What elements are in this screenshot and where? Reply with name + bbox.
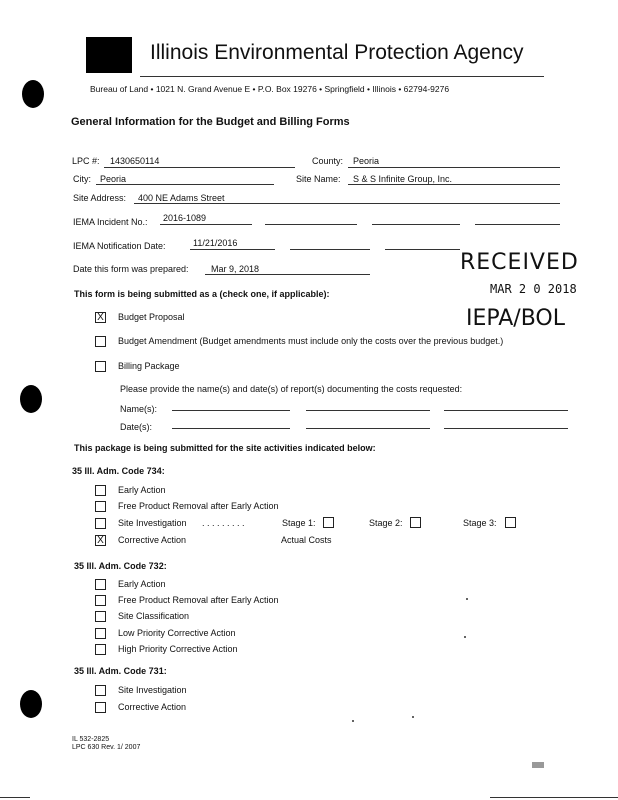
site-address-value[interactable]: 400 NE Adams Street [138,193,225,203]
site-name-underline [348,184,560,185]
report-prompt: Please provide the name(s) and date(s) of report(s) documenting the costs requested: [120,384,463,394]
prepared-date-label: Date this form was prepared: [73,264,189,274]
stage-3-checkbox[interactable] [505,517,516,528]
prepared-date-underline [205,274,370,275]
code732-site-classification-label: Site Classification [118,611,190,621]
code734-site-investigation-label: Site Investigation [118,518,187,528]
agency-name: Illinois Environmental Protection Agency [150,41,524,64]
form-title: General Information for the Budget and Billing Forms [71,116,350,128]
stage-3-label: Stage 3: [463,518,497,528]
iema-incident-underline [160,224,252,225]
site-name-label: Site Name: [296,174,341,184]
page-mark [532,762,544,768]
stage-1-label: Stage 1: [282,518,316,528]
code734-free-product-checkbox[interactable] [95,501,106,512]
lpc-label: LPC #: [72,156,100,166]
budget-proposal-label: Budget Proposal [118,312,185,322]
prepared-date-value[interactable]: Mar 9, 2018 [211,264,260,274]
site-address-label: Site Address: [73,193,127,203]
lpc-value[interactable]: 1430650114 [110,156,160,166]
billing-package-checkbox[interactable] [95,361,106,372]
submission-prompt: This form is being submitted as a (check one, if applicable): [74,289,330,299]
code-734-heading: 35 Ill. Adm. Code 734: [72,466,165,476]
header-rule [140,76,544,77]
code734-corrective-action-checkbox[interactable]: X [95,535,106,546]
billing-package-label: Billing Package [118,361,180,371]
scan-edge-right [490,797,618,798]
report-dates-label: Date(s): [120,422,153,432]
county-underline [348,167,560,168]
code732-site-classification-checkbox[interactable] [95,611,106,622]
city-value[interactable]: Peoria [100,174,127,184]
code732-low-priority-label: Low Priority Corrective Action [118,628,236,638]
report-dates-line-3[interactable] [444,428,568,429]
iema-notification-underline-3 [385,249,460,250]
code732-early-action-checkbox[interactable] [95,579,106,590]
code732-high-priority-checkbox[interactable] [95,644,106,655]
code731-site-investigation-label: Site Investigation [118,685,187,695]
code734-dot-leader: . . . . . . . . . [202,518,245,528]
city-underline [96,184,274,185]
site-address-underline [134,203,560,204]
code732-low-priority-checkbox[interactable] [95,628,106,639]
scan-speck [464,636,466,638]
stage-2-label: Stage 2: [369,518,403,528]
punch-hole-top [22,80,44,108]
stage-2-checkbox[interactable] [410,517,421,528]
code732-free-product-label: Free Product Removal after Early Action [118,595,279,605]
code731-corrective-action-label: Corrective Action [118,702,187,712]
budget-amendment-label: Budget Amendment (Budget amendments must include only the costs over the previous budget.) [118,336,504,346]
report-dates-line-2[interactable] [306,428,430,429]
iema-notification-underline-2 [290,249,370,250]
iema-incident-value[interactable]: 2016-1089 [163,213,207,223]
budget-proposal-checkbox[interactable]: X [95,312,106,323]
received-stamp: RECEIVED [460,250,579,275]
report-dates-line-1[interactable] [172,428,290,429]
report-names-line-1[interactable] [172,410,290,411]
code734-free-product-label: Free Product Removal after Early Action [118,501,279,511]
scan-speck [352,720,354,722]
code731-corrective-action-checkbox[interactable] [95,702,106,713]
report-names-label: Name(s): [120,404,158,414]
form-number: IL 532-2825 [72,736,110,743]
report-names-line-3[interactable] [444,410,568,411]
agency-logo [86,37,132,73]
code732-early-action-label: Early Action [118,579,166,589]
iema-notification-underline [190,249,275,250]
activities-prompt: This package is being submitted for the site activities indicated below: [74,443,376,453]
bureau-address: Bureau of Land • 1021 N. Grand Avenue E • P.O. Box 19276 • Springfield • Illinois • 62794-9276 [90,84,450,94]
received-stamp-date: MAR 2 0 2018 [490,282,577,296]
iema-incident-label: IEMA Incident No.: [73,217,148,227]
code734-site-investigation-checkbox[interactable] [95,518,106,529]
city-label: City: [73,174,91,184]
iema-incident-underline-3 [372,224,460,225]
punch-hole-middle [20,385,42,413]
code732-free-product-checkbox[interactable] [95,595,106,606]
code731-site-investigation-checkbox[interactable] [95,685,106,696]
county-value[interactable]: Peoria [353,156,380,166]
received-stamp-office: IEPA/BOL [466,306,565,331]
iema-notification-value[interactable]: 11/21/2016 [193,238,238,248]
iema-incident-underline-4 [475,224,560,225]
county-label: County: [312,156,344,166]
site-name-value[interactable]: S & S Infinite Group, Inc. [353,174,453,184]
form-revision: LPC 630 Rev. 1/ 2007 [72,744,141,751]
punch-hole-bottom [20,690,42,718]
iema-incident-underline-2 [265,224,357,225]
code734-corrective-action-label: Corrective Action [118,535,187,545]
budget-amendment-checkbox[interactable] [95,336,106,347]
code732-high-priority-label: High Priority Corrective Action [118,644,238,654]
lpc-underline [104,167,295,168]
stage-1-checkbox[interactable] [323,517,334,528]
code-731-heading: 35 Ill. Adm. Code 731: [74,666,167,676]
scan-edge-left [0,797,30,798]
iema-notification-label: IEMA Notification Date: [73,241,166,251]
code734-early-action-checkbox[interactable] [95,485,106,496]
scan-speck [466,598,468,600]
code734-early-action-label: Early Action [118,485,166,495]
report-names-line-2[interactable] [306,410,430,411]
code-732-heading: 35 Ill. Adm. Code 732: [74,561,167,571]
actual-costs-label: Actual Costs [281,535,332,545]
scan-speck [412,716,414,718]
